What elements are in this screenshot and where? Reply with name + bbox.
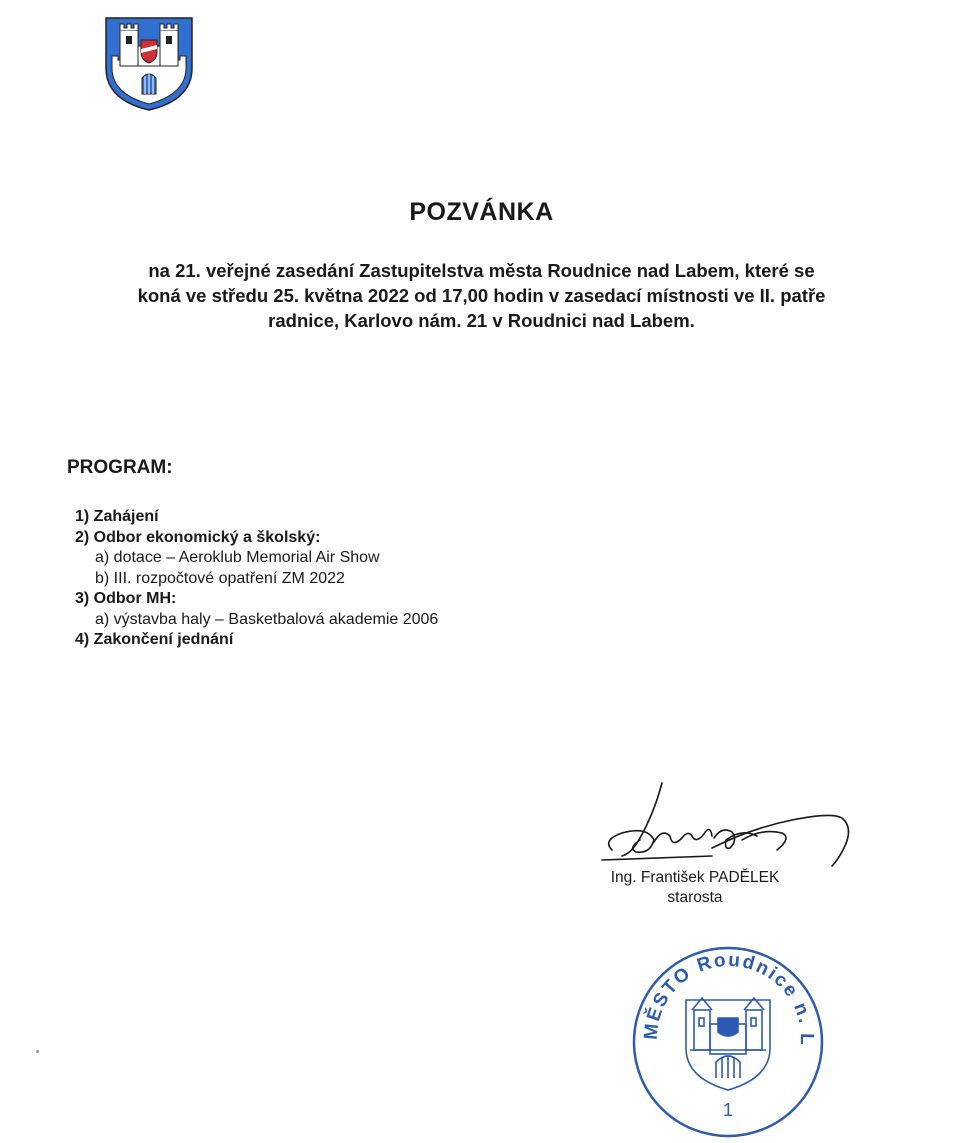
signature-icon bbox=[592, 778, 862, 873]
signer-name: Ing. František PADĚLEK bbox=[610, 869, 780, 886]
signer-role: starosta bbox=[667, 889, 723, 906]
invitation-line: na 21. veřejné zasedání Zastupitelstva města Roudnice nad Labem, které se bbox=[148, 260, 815, 281]
scan-speck bbox=[36, 1050, 39, 1053]
agenda-item: 3) Odbor MH: bbox=[75, 590, 177, 607]
agenda-subitem: a) dotace – Aeroklub Memorial Air Show bbox=[95, 549, 380, 566]
agenda-item: 2) Odbor ekonomický a školský: bbox=[75, 528, 321, 546]
invitation-line: koná ve středu 25. května 2022 od 17,00 hodin v zasedací místnosti ve II. patře bbox=[137, 285, 826, 306]
agenda-list bbox=[75, 507, 438, 651]
official-stamp-icon bbox=[628, 938, 828, 1138]
agenda-subitem: b) III. rozpočtové opatření ZM 2022 bbox=[95, 569, 345, 587]
program-heading: PROGRAM: bbox=[67, 457, 173, 478]
agenda-item: 1) Zahájení bbox=[75, 508, 159, 525]
agenda-item: 4) Zakončení jednání bbox=[75, 631, 234, 648]
document-title: POZVÁNKA bbox=[409, 198, 554, 226]
invitation-text bbox=[70, 258, 893, 333]
stamp-text: MĚSTO Roudnice n. L bbox=[640, 949, 818, 1048]
city-coat-of-arms-icon bbox=[104, 16, 194, 112]
invitation-line: radnice, Karlovo nám. 21 v Roudnici nad Labem. bbox=[268, 310, 695, 331]
stamp-number: 1 bbox=[722, 1100, 734, 1120]
agenda-subitem: a) výstavba haly – Basketbalová akademie 2006 bbox=[95, 610, 439, 628]
signer-block bbox=[575, 868, 815, 908]
